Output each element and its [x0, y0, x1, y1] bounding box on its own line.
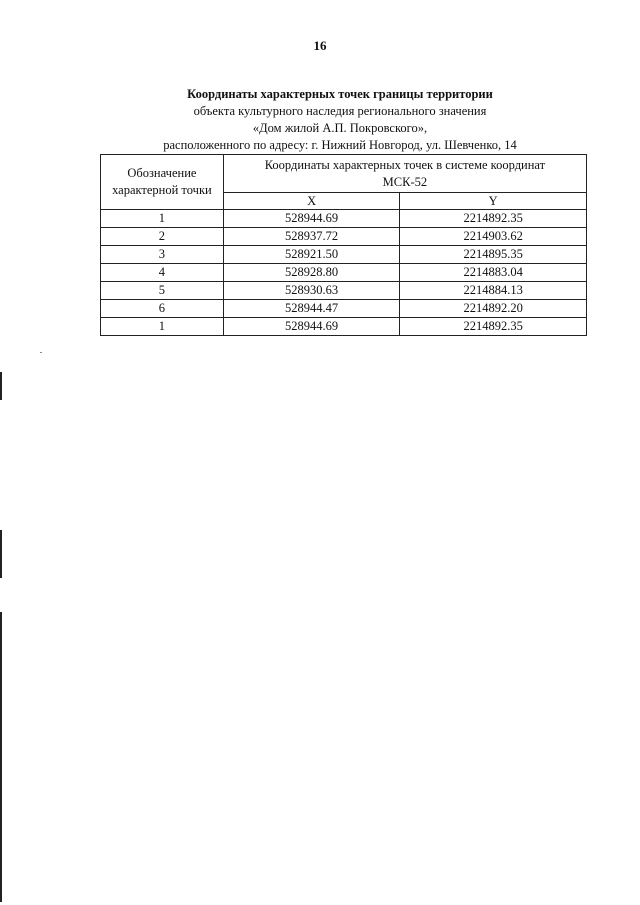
table-row	[101, 246, 587, 264]
coordinate-system-header-line1: Координаты характерных точек в системе координат	[264, 157, 546, 172]
point-designation-header	[101, 155, 224, 210]
y-cell: 2214892.35	[400, 318, 587, 336]
x-cell: 528944.47	[223, 300, 400, 318]
point-designation-header-line2: характерной точки	[112, 183, 212, 197]
point-cell: 1	[101, 210, 224, 228]
document-title: Координаты характерных точек границы территории	[187, 87, 493, 101]
table-row	[101, 300, 587, 318]
coordinates-table	[100, 154, 587, 336]
point-cell: 2	[101, 228, 224, 246]
coordinate-system-header	[223, 155, 586, 193]
y-cell: 2214903.62	[400, 228, 587, 246]
point-designation-header-line1: Обозначение	[127, 166, 197, 180]
x-cell: 528944.69	[223, 318, 400, 336]
scan-edge-mark	[0, 530, 2, 578]
table-row	[101, 210, 587, 228]
heading-line-address: расположенного по адресу: г. Нижний Новгород, ул. Шевченко, 14	[163, 138, 517, 152]
y-column-header: Y	[400, 193, 587, 210]
table-row	[101, 228, 587, 246]
x-cell: 528930.63	[223, 282, 400, 300]
point-cell: 1	[101, 318, 224, 336]
point-cell: 3	[101, 246, 224, 264]
document-heading	[0, 86, 640, 154]
table-row	[101, 264, 587, 282]
table-row	[101, 282, 587, 300]
y-cell: 2214895.35	[400, 246, 587, 264]
point-cell: 4	[101, 264, 224, 282]
page-number: 16	[313, 38, 327, 53]
y-cell: 2214892.20	[400, 300, 587, 318]
y-cell: 2214883.04	[400, 264, 587, 282]
scan-edge-mark	[0, 612, 2, 902]
y-cell: 2214884.13	[400, 282, 587, 300]
coordinate-system-header-line2: МСК-52	[382, 174, 428, 189]
heading-line-name: «Дом жилой А.П. Покровского»,	[252, 121, 428, 135]
x-cell: 528937.72	[223, 228, 400, 246]
scan-speck	[40, 352, 42, 353]
x-cell: 528928.80	[223, 264, 400, 282]
heading-line-object: объекта культурного наследия регионального значения	[193, 104, 487, 118]
x-column-header: X	[223, 193, 400, 210]
point-cell: 6	[101, 300, 224, 318]
x-cell: 528921.50	[223, 246, 400, 264]
scan-edge-mark	[0, 372, 2, 400]
table-row	[101, 318, 587, 336]
y-cell: 2214892.35	[400, 210, 587, 228]
point-cell: 5	[101, 282, 224, 300]
x-cell: 528944.69	[223, 210, 400, 228]
